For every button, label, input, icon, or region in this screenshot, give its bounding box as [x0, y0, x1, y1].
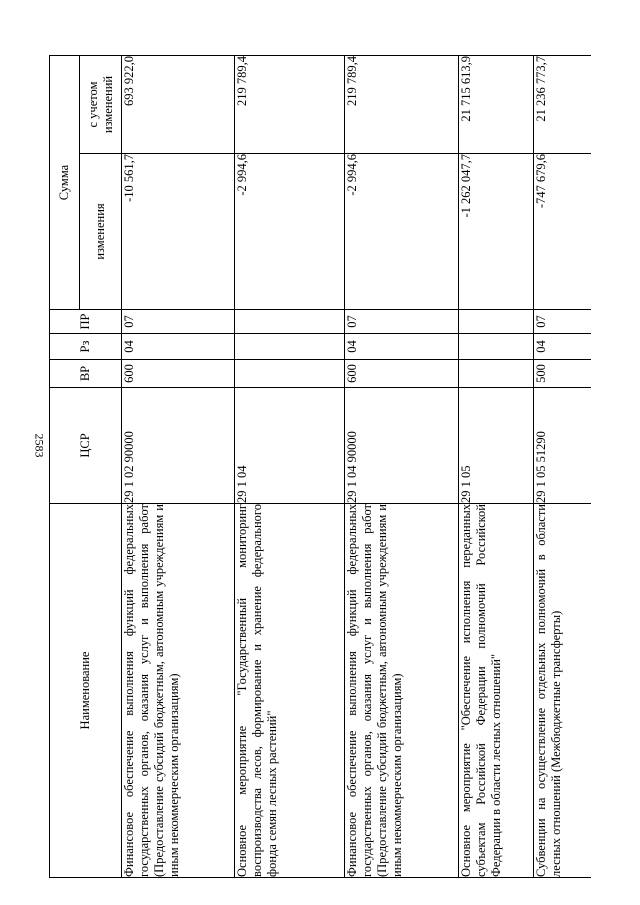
row-csr: 29 1 05 — [459, 388, 534, 504]
row-with-changes: 21 715 613,9 — [459, 56, 534, 154]
row-pr — [459, 310, 534, 334]
row-with-changes: 219 789,4 — [235, 56, 345, 154]
header-rz: Рз — [50, 334, 122, 360]
row-vr — [459, 360, 534, 388]
table-row — [345, 56, 459, 878]
row-changes: -10 561,7 — [122, 154, 235, 310]
row-csr: 29 1 02 90000 — [122, 388, 235, 504]
row-vr: 600 — [122, 360, 235, 388]
header-csr: ЦСР — [50, 388, 122, 504]
row-vr: 500 — [534, 360, 591, 388]
rotated-table-container — [49, 56, 590, 878]
header-sum: Сумма — [50, 56, 80, 310]
row-pr — [235, 310, 345, 334]
row-name: Субвенции на осуществление отдельных полномочий в области лесных отношений (Межбюджетные трансферты) — [534, 504, 591, 878]
row-name: Основное мероприятие "Обеспечение исполнения переданных субъектам Российской Федерации полномочий Российской Федерации в области лесных отношений" — [459, 504, 534, 878]
row-changes: -1 262 047,7 — [459, 154, 534, 310]
row-rz: 04 — [534, 334, 591, 360]
row-changes: -747 679,6 — [534, 154, 591, 310]
header-with-changes: с учетом изменений — [80, 56, 122, 154]
row-name: Основное мероприятие "Государственный мониторинг воспроизводства лесов, формирование и хранение федерального фонда семян лесных растений" — [235, 504, 345, 878]
row-name: Финансовое обеспечение выполнения функций федеральных государственных органов, оказания услуг и выполнения работ (Предоставление субсидий бюджетным, автономным учреждениям и иным некоммерческим организациям) — [122, 504, 235, 878]
row-pr: 07 — [122, 310, 235, 334]
row-changes: -2 994,6 — [345, 154, 459, 310]
page-number: 2583 — [32, 433, 47, 458]
header-name: Наименование — [50, 504, 122, 878]
row-changes: -2 994,6 — [235, 154, 345, 310]
row-rz — [235, 334, 345, 360]
row-vr: 600 — [345, 360, 459, 388]
row-vr — [235, 360, 345, 388]
row-csr: 29 1 04 — [235, 388, 345, 504]
table-row — [534, 56, 591, 878]
row-rz — [459, 334, 534, 360]
row-csr: 29 1 04 90000 — [345, 388, 459, 504]
table-row — [459, 56, 534, 878]
row-with-changes: 21 236 773,7 — [534, 56, 591, 154]
header-changes: изменения — [80, 154, 122, 310]
row-with-changes: 219 789,4 — [345, 56, 459, 154]
row-with-changes: 693 922,0 — [122, 56, 235, 154]
header-pr: ПР — [50, 310, 122, 334]
table-row — [235, 56, 345, 878]
row-csr: 29 1 05 51290 — [534, 388, 591, 504]
row-name: Финансовое обеспечение выполнения функций федеральных государственных органов, оказания услуг и выполнения работ (Предоставление субсидий бюджетным, автономным учреждениям и иным некоммерческим организациям) — [345, 504, 459, 878]
header-vr: ВР — [50, 360, 122, 388]
row-pr: 07 — [345, 310, 459, 334]
row-pr: 07 — [534, 310, 591, 334]
budget-table — [49, 55, 591, 878]
table-row — [122, 56, 235, 878]
row-rz: 04 — [345, 334, 459, 360]
row-rz: 04 — [122, 334, 235, 360]
